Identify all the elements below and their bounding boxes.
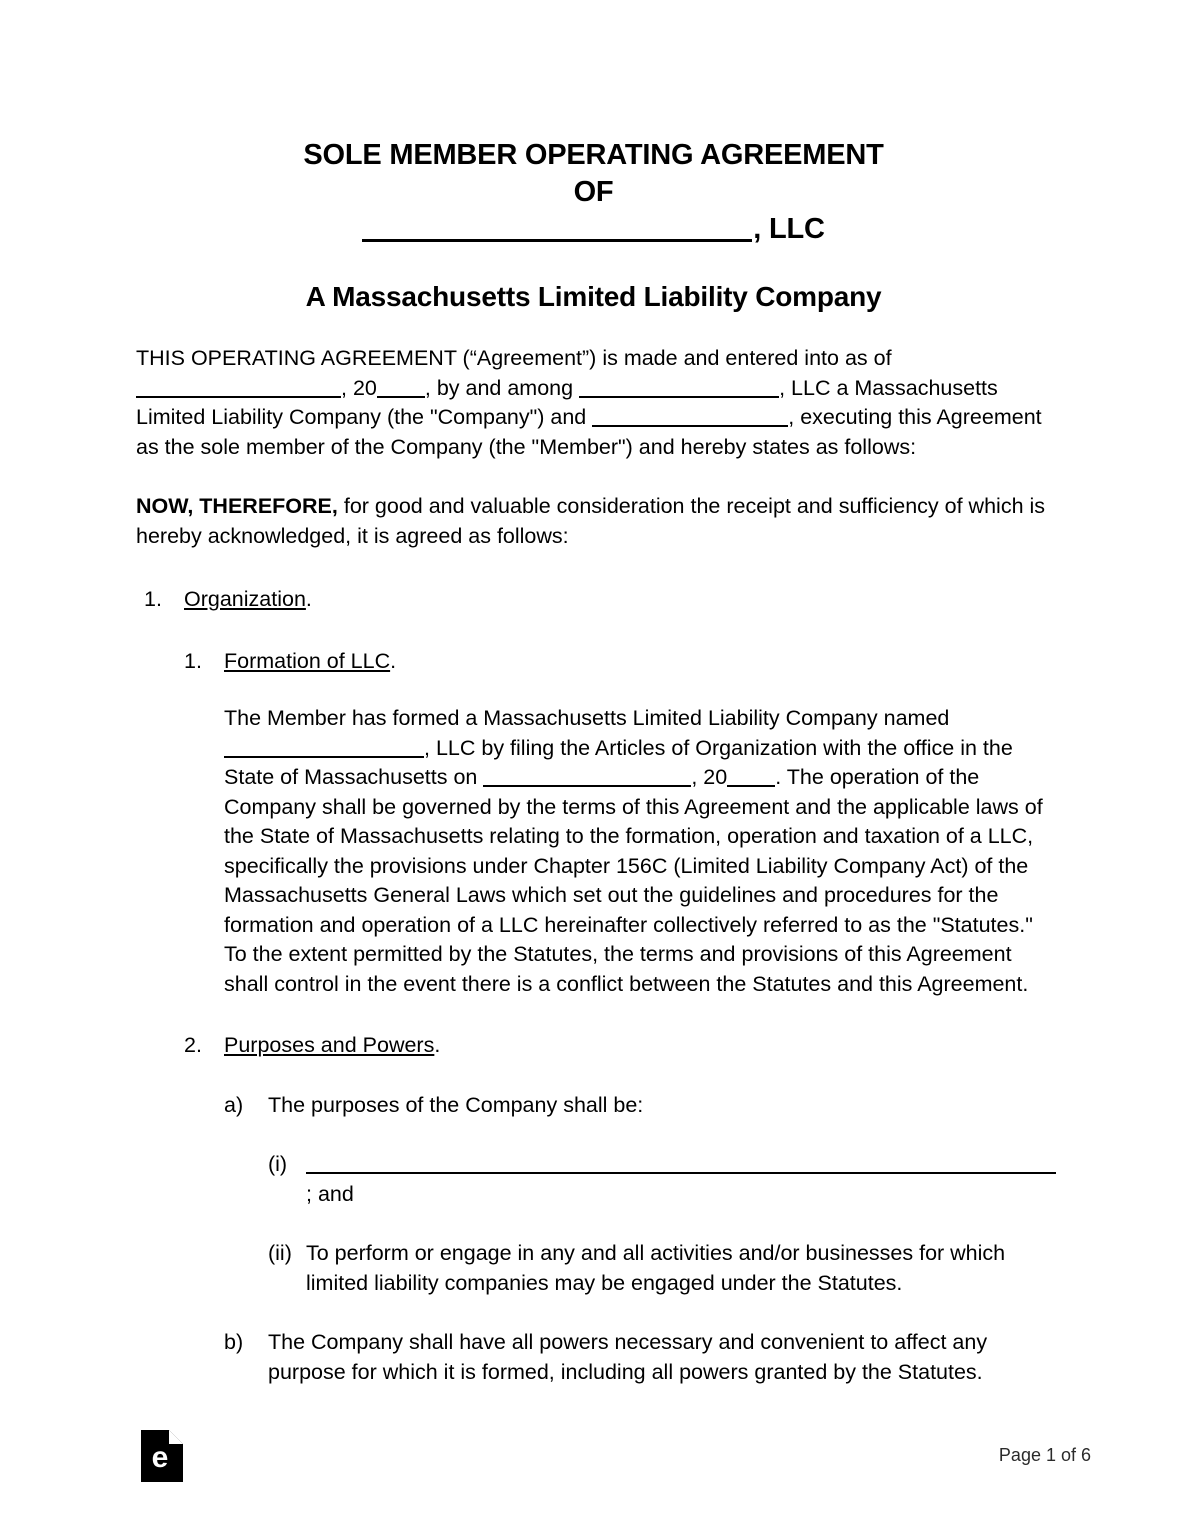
title-line-2: OF — [573, 176, 614, 208]
purposes-sub-ii-marker: (ii) — [268, 1241, 292, 1265]
purposes-item-a-sub-i — [268, 1150, 1051, 1209]
intro-text-2: , 20 — [341, 375, 377, 400]
purposes-item-a-marker: a) — [224, 1092, 244, 1117]
subsection-formation-heading: Formation of LLC — [224, 648, 391, 673]
purposes-item-a-text: The purposes of the Company shall be: — [268, 1092, 644, 1117]
formation-text-1: The Member has formed a Massachusetts Limited Liability Company named — [224, 706, 950, 730]
subsection-purposes-heading: Purposes and Powers — [224, 1033, 435, 1057]
intro-text-5: , executing this Agreement as the sole member of the Company (the "Member") and hereby states as follows: — [136, 405, 1042, 459]
document-title-block — [136, 0, 1051, 248]
formation-filing-date-blank[interactable] — [483, 785, 691, 787]
title-line-1: SOLE MEMBER OPERATING AGREEMENT — [303, 139, 884, 171]
intro-date-blank[interactable] — [136, 396, 341, 398]
section-organization-heading: Organization — [184, 587, 306, 611]
intro-member-blank[interactable] — [592, 425, 788, 427]
company-name-blank-field[interactable] — [362, 239, 752, 242]
intro-text-3: , by and among — [424, 375, 574, 400]
title-llc-suffix: , LLC — [753, 213, 825, 245]
document-subtitle: A Massachusetts Limited Liability Company — [305, 281, 882, 312]
purposes-item-b-marker: b) — [224, 1330, 244, 1354]
intro-company-blank[interactable] — [579, 396, 779, 398]
subsection-purposes-marker: 2. — [184, 1033, 202, 1057]
subsection-purposes-and-powers — [176, 1031, 1051, 1061]
page-footer — [0, 1416, 1187, 1536]
intro-year-blank[interactable] — [377, 396, 425, 398]
formation-text-4: . The operation of the Company shall be governed by the terms of this Agreement and the applicable laws of the State of Massachusetts relating to the formation, operation and taxation of a LLC, specifically the provisions under Chapter 156C (Limited Liability Company Act) of the Massachusetts General Laws which set out the guidelines and procedures for the formation and operation of a LLC hereinafter collectively referred to as the "Statutes." To the extent permitted by the Statutes, the terms and provisions of this Agreement shall control in the event there is a conflict between the Statutes and this Agreement. — [224, 765, 1043, 996]
purposes-item-a-sub-ii — [268, 1239, 1051, 1298]
section-organization-marker: 1. — [144, 587, 162, 611]
formation-body-paragraph — [224, 704, 1051, 999]
purposes-item-b — [224, 1328, 1051, 1387]
now-therefore-lead: NOW, THEREFORE, — [136, 494, 338, 518]
section-organization-heading-period: . — [305, 587, 312, 611]
intro-text-4: , LLC a Massachusetts Limited Liability Company (the "Company") and — [136, 375, 998, 429]
formation-text-2: , LLC by filing the Articles of Organization with the office in the State of Massachusetts on — [224, 735, 1013, 789]
page-number-label: Page 1 of 6 — [998, 1445, 1091, 1465]
purposes-sub-i-trailing: ; and — [306, 1181, 354, 1206]
document-content — [136, 0, 1051, 1387]
section-organization — [136, 585, 1051, 615]
now-therefore-rest: for good and valuable consideration the receipt and sufficiency of which is hereby acknowledged, it is agreed as follows: — [136, 494, 1046, 548]
formation-filing-year-blank[interactable] — [727, 785, 775, 787]
subsection-formation-marker: 1. — [184, 648, 202, 673]
eforms-logo-icon — [141, 1430, 183, 1482]
subsection-purposes-heading-period: . — [434, 1033, 441, 1057]
intro-paragraph — [136, 344, 1051, 462]
subsection-formation-of-llc — [176, 647, 1051, 677]
intro-text-1: THIS OPERATING AGREEMENT (“Agreement”) is made and entered into as of — [136, 346, 892, 370]
purposes-item-a — [224, 1091, 1051, 1121]
formation-company-blank[interactable] — [224, 756, 424, 758]
now-therefore-paragraph — [136, 492, 1051, 551]
title-line-company-blank — [136, 211, 1051, 248]
svg-text:e: e — [151, 1441, 169, 1474]
purposes-item-b-text: The Company shall have all powers necessary and convenient to affect any purpose for which it is formed, including all powers granted by the Statutes. — [268, 1330, 988, 1384]
subsection-formation-heading-period: . — [390, 648, 397, 673]
purposes-sub-ii-text: To perform or engage in any and all activities and/or businesses for which limited liability companies may be engaged under the Statutes. — [306, 1241, 1006, 1295]
purposes-sub-i-marker: (i) — [268, 1152, 288, 1176]
purposes-sub-i-blank[interactable] — [306, 1172, 1056, 1174]
formation-text-3: , 20 — [691, 765, 728, 789]
